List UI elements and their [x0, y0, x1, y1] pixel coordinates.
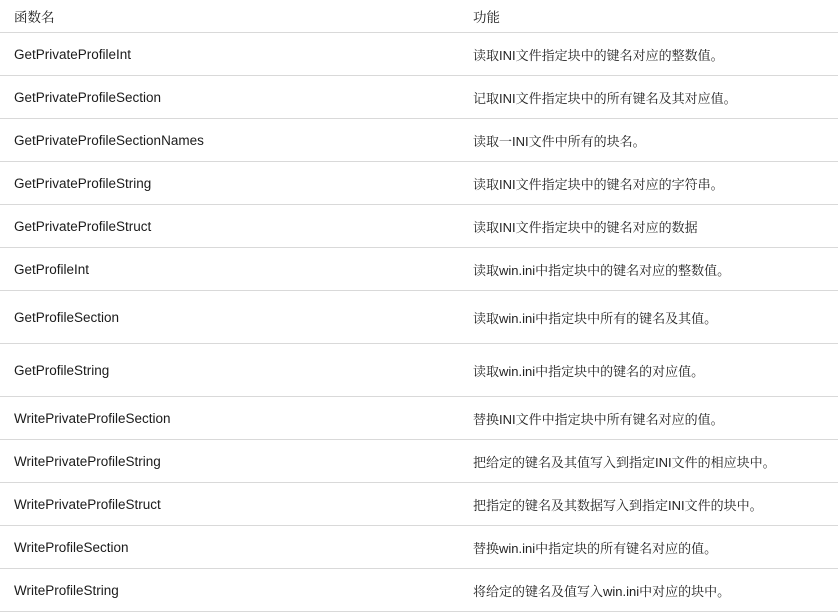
cell-function-name: WritePrivateProfileSection — [0, 397, 459, 440]
cell-description: 将给定的键名及值写入win.ini中对应的块中。 — [459, 569, 838, 612]
cell-description: 读取win.ini中指定块中所有的键名及其值。 — [459, 291, 838, 344]
cell-function-name: GetPrivateProfileString — [0, 162, 459, 205]
cell-description: 替换win.ini中指定块的所有键名对应的值。 — [459, 526, 838, 569]
cell-description: 读取win.ini中指定块中的键名对应的整数值。 — [459, 248, 838, 291]
cell-description: 读取INI文件指定块中的键名对应的整数值。 — [459, 33, 838, 76]
cell-description: 把指定的键名及其数据写入到指定INI文件的块中。 — [459, 483, 838, 526]
table-row — [0, 205, 838, 248]
column-header-description: 功能 — [459, 0, 838, 33]
cell-description: 替换INI文件中指定块中所有键名对应的值。 — [459, 397, 838, 440]
table-row — [0, 248, 838, 291]
cell-function-name: GetPrivateProfileSectionNames — [0, 119, 459, 162]
table-header-row — [0, 0, 838, 33]
cell-description: 读取一INI文件中所有的块名。 — [459, 119, 838, 162]
table-row — [0, 76, 838, 119]
table-row — [0, 344, 838, 397]
cell-function-name: GetPrivateProfileInt — [0, 33, 459, 76]
cell-description: 把给定的键名及其值写入到指定INI文件的相应块中。 — [459, 440, 838, 483]
table-row — [0, 397, 838, 440]
table-row — [0, 119, 838, 162]
cell-function-name: GetProfileString — [0, 344, 459, 397]
cell-function-name: WritePrivateProfileString — [0, 440, 459, 483]
cell-function-name: GetProfileSection — [0, 291, 459, 344]
cell-description: 读取INI文件指定块中的键名对应的数据 — [459, 205, 838, 248]
table-row — [0, 33, 838, 76]
table-row — [0, 291, 838, 344]
cell-function-name: WriteProfileSection — [0, 526, 459, 569]
cell-function-name: GetProfileInt — [0, 248, 459, 291]
cell-function-name: GetPrivateProfileSection — [0, 76, 459, 119]
table-row — [0, 162, 838, 205]
table-row — [0, 569, 838, 612]
cell-description: 读取INI文件指定块中的键名对应的字符串。 — [459, 162, 838, 205]
table-row — [0, 440, 838, 483]
table-body — [0, 33, 838, 612]
column-header-function-name: 函数名 — [0, 0, 459, 33]
cell-description: 记取INI文件指定块中的所有键名及其对应值。 — [459, 76, 838, 119]
cell-function-name: GetPrivateProfileStruct — [0, 205, 459, 248]
table-header — [0, 0, 838, 33]
table-row — [0, 483, 838, 526]
cell-function-name: WritePrivateProfileStruct — [0, 483, 459, 526]
table-row — [0, 526, 838, 569]
cell-description: 读取win.ini中指定块中的键名的对应值。 — [459, 344, 838, 397]
cell-function-name: WriteProfileString — [0, 569, 459, 612]
